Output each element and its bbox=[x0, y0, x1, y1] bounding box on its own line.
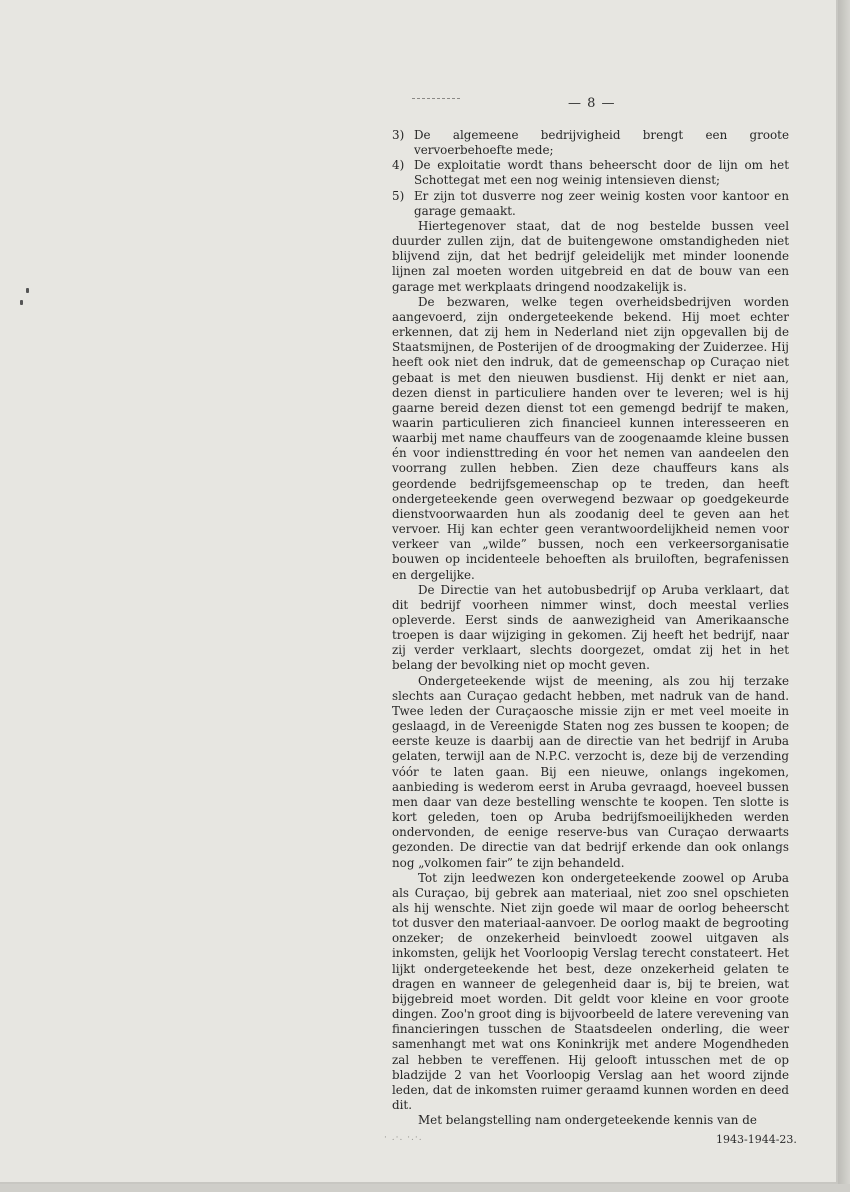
list-number: 5) bbox=[392, 188, 405, 203]
footer-reference: 1943-1944-23. bbox=[716, 1133, 797, 1146]
list-item bbox=[392, 158, 789, 188]
footer-stamp: · .·. ·.·. bbox=[384, 1133, 423, 1143]
list-number: 3) bbox=[392, 128, 405, 142]
scan-speck bbox=[20, 300, 23, 305]
list-text: De algemeene bedrijvigheid brengt een groote vervoerbehoefte mede; bbox=[414, 128, 789, 158]
paragraph: Ondergeteekende wijst de meening, als zou hij terzake slechts aan Curaçao gedacht hebben, met nadruk van de hand. Twee leden der Curaçaosche missie zijn er met veel moeite in geslaagd, in de Vereenigde Staten nog zes bussen te koopen; de eerste keuze is daarbij aan de directie van het bedrijf in Aruba gelaten, terwijl aan de N.P.C. verzocht is, deze bij de verzending vóór te laten gaan. Bij een nieuwe, onlangs ingekomen, aanbieding is wederom eerst in Aruba gevraagd, hoeveel bussen men daar van deze bestelling wenschte te koopen. Ten slotte is kort geleden, toen op Aruba bedrijfsmoeilijkheden werden ondervonden, de eenige reserve-bus van Curaçao derwaarts gezonden. De directie van dat bedrijf erkende dan ook onlangs nog „volkomen fair” te zijn behandeld. bbox=[392, 673, 789, 870]
list-item bbox=[392, 189, 789, 219]
list-number: 4) bbox=[392, 158, 405, 173]
paragraph: Hiertegenover staat, dat de nog bestelde bussen veel duurder zullen zijn, dat de buitengewone omstandigheden niet blijvend zijn, dat het bedrijf geleidelijk met minder loonende lijnen zal moeten worden uitgebreid en dat de bouw van een garage met werkplaats dringend noodzakelijk is. bbox=[392, 218, 789, 294]
paragraph: De bezwaren, welke tegen overheidsbedrijven worden aangevoerd, zijn ondergeteekende bekend. Hij moet echter erkennen, dat zij hem in Nederland niet zijn opgevallen bij de Staatsmijnen, de Posterijen of de droogmaking der Zuiderzee. Hij heeft ook niet den indruk, dat de gemeenschap op Curaçao niet gebaat is met den nieuwen busdienst. Hij denkt er niet aan, dezen dienst in particuliere handen over te leveren; wel is hij gaarne bereid dezen dienst tot een gemengd bedrijf te maken, waarin particulieren zich financieel kunnen interesseeren en waarbij met name chauffeurs van de zoogenaamde kleine bussen én voor indiensttreding én voor het nemen van aandeelen den voorrang zullen hebben. Zien deze chauffeurs kans als geordende bedrijfsgemeenschap op te treden, dan heeft ondergeteekende geen overwegend bezwaar op goedgekeurde dienstvoorwaarden hun als zoodanig deel te geven aan het vervoer. Hij kan echter geen verantwoordelijkheid nemen voor verkeer van „wilde” bussen, noch een verkeersorganisatie bouwen op incidenteele behoeften als bruiloften, begrafenissen en dergelijke. bbox=[392, 294, 789, 582]
page-edge bbox=[0, 1184, 850, 1192]
list-text: Er zijn tot dusverre nog zeer weinig kosten voor kantoor en garage gemaakt. bbox=[414, 188, 789, 218]
list-text: De exploitatie wordt thans beheerscht door de lijn om het Schottegat met een nog weinig intensieven dienst; bbox=[414, 158, 789, 188]
paragraph: Tot zijn leedwezen kon ondergeteekende zoowel op Aruba als Curaçao, bij gebrek aan materiaal, niet zoo snel opschieten als hij wenschte. Niet zijn goede wil maar de oorlog beheerscht tot dusver den materiaal-aanvoer. De oorlog maakt de begrooting onzeker; de onzekerheid beinvloedt zoowel uitgaven als inkomsten, gelijk het Voorloopig Verslag terecht constateert. Het lijkt ondergeteekende het best, deze onzekerheid gelaten te dragen en wanneer de gelegenheid daar is, bij te breien, wat bijgebreid moet worden. Dit geldt voor kleine en voor groote dingen. Zoo'n groot ding is bijvoorbeeld de latere verevening van financieringen tusschen de Staatsdeelen onderling, die weer samenhangt met wat ons Koninkrijk met andere Mogendheden zal hebben te vereffenen. Hij gelooft intusschen met de op bladzijde 2 van het Voorloopig Verslag aan het woord zijnde leden, dat de inkomsten ruimer geraamd kunnen worden en deed dit. bbox=[392, 870, 789, 1112]
body-text bbox=[392, 128, 789, 1128]
page-edge bbox=[838, 0, 850, 1192]
scan-speck bbox=[26, 288, 29, 293]
list-item bbox=[392, 128, 789, 158]
paragraph: Met belangstelling nam ondergeteekende kennis van de bbox=[418, 1113, 757, 1128]
scan-artifact bbox=[412, 98, 460, 101]
paragraph: De Directie van het autobusbedrijf op Aruba verklaart, dat dit bedrijf voorheen nimmer winst, doch meestal verlies opleverde. Eerst sinds de aanwezigheid van Amerikaansche troepen is daar wijziging in gekomen. Zij heeft het bedrijf, naar zij verder verklaart, slechts doorgezet, omdat zij het in het belang der bevolking niet op mocht geven. bbox=[392, 582, 789, 673]
page-number: — 8 — bbox=[568, 96, 616, 111]
